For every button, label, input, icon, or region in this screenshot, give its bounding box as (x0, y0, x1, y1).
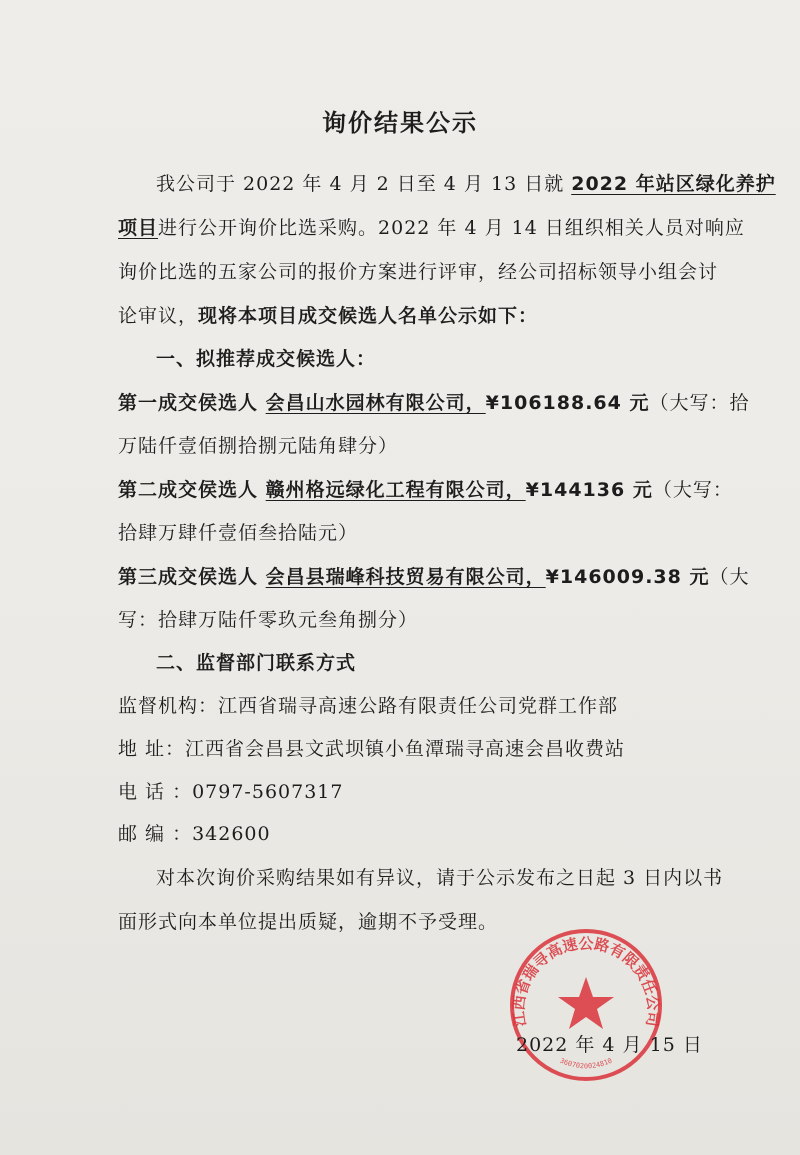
candidate-rank: 第一成交侯选人 (118, 392, 259, 414)
intro-line-3: 询价比选的五家公司的报价方案进行评审，经公司招标领导小组会讨 (118, 261, 719, 283)
contact-postcode: 邮 编 ：342600 (118, 823, 271, 845)
closing-line-2: 面形式向本单位提出质疑，逾期不予受理。 (118, 911, 499, 933)
contact-address: 地 址：江西省会昌县文武坝镇小鱼潭瑞寻高速会昌收费站 (118, 738, 626, 760)
candidate-1-note: 万陆仟壹佰捌拾捌元陆角肆分） (118, 435, 399, 457)
section-heading-candidates: 一、拟推荐成交候选人： (156, 348, 377, 370)
candidate-note: （大写： (652, 479, 733, 501)
candidate-3-note: 写：拾肆万陆仟零玖元叁角捌分） (118, 609, 419, 631)
closing-line-1: 对本次询价采购结果如有异议，请于公示发布之日起 3 日内以书 (156, 867, 724, 889)
candidate-amount: ¥106188.64 元 (485, 392, 650, 414)
candidate-amount: ¥146009.38 元 (545, 566, 710, 588)
candidate-company: 会昌山水园林有限公司， (265, 392, 486, 414)
intro-bold: 现将本项目成交候选人名单公示如下： (198, 305, 539, 327)
project-name: 2022 年站区绿化养护 (571, 173, 776, 195)
candidate-note: （大写：拾 (649, 392, 750, 414)
candidate-rank: 第二成交侯选人 (118, 479, 259, 501)
contact-phone: 电 话 ：0797-5607317 (118, 781, 344, 803)
document-title: 询价结果公示 (322, 109, 478, 137)
candidate-2-note: 拾肆万肆仟壹佰叁拾陆元） (118, 522, 359, 544)
intro-text: 论审议， (118, 305, 199, 327)
section-heading-supervision: 二、监督部门联系方式 (156, 652, 357, 674)
intro-text: 我公司于 2022 年 4 月 2 日至 4 月 13 日就 (156, 173, 572, 195)
project-name-end: 项目 (118, 217, 159, 239)
candidate-company: 赣州格远绿化工程有限公司， (265, 479, 526, 501)
intro-line-1 (156, 172, 776, 196)
candidate-1 (118, 391, 750, 415)
intro-text: 进行公开询价比选采购。2022 年 4 月 14 日组织相关人员对响应 (158, 217, 745, 239)
company-seal-icon (506, 925, 666, 1085)
contact-org: 监督机构：江西省瑞寻高速公路有限责任公司党群工作部 (118, 695, 619, 717)
candidate-note: （大 (709, 566, 750, 588)
candidate-amount: ¥144136 元 (525, 479, 653, 501)
svg-text:3607020024810: 3607020024810 (558, 1056, 614, 1071)
candidate-2 (118, 478, 733, 502)
document-date: 2022 年 4 月 15 日 (516, 1034, 703, 1056)
intro-line-4 (118, 304, 538, 328)
svg-text:江西省瑞寻高速公路有限责任公司: 江西省瑞寻高速公路有限责任公司 (509, 934, 663, 1028)
candidate-company: 会昌县瑞峰科技贸易有限公司， (265, 566, 546, 588)
intro-line-2 (118, 216, 745, 240)
candidate-3 (118, 565, 750, 589)
candidate-rank: 第三成交侯选人 (118, 566, 259, 588)
